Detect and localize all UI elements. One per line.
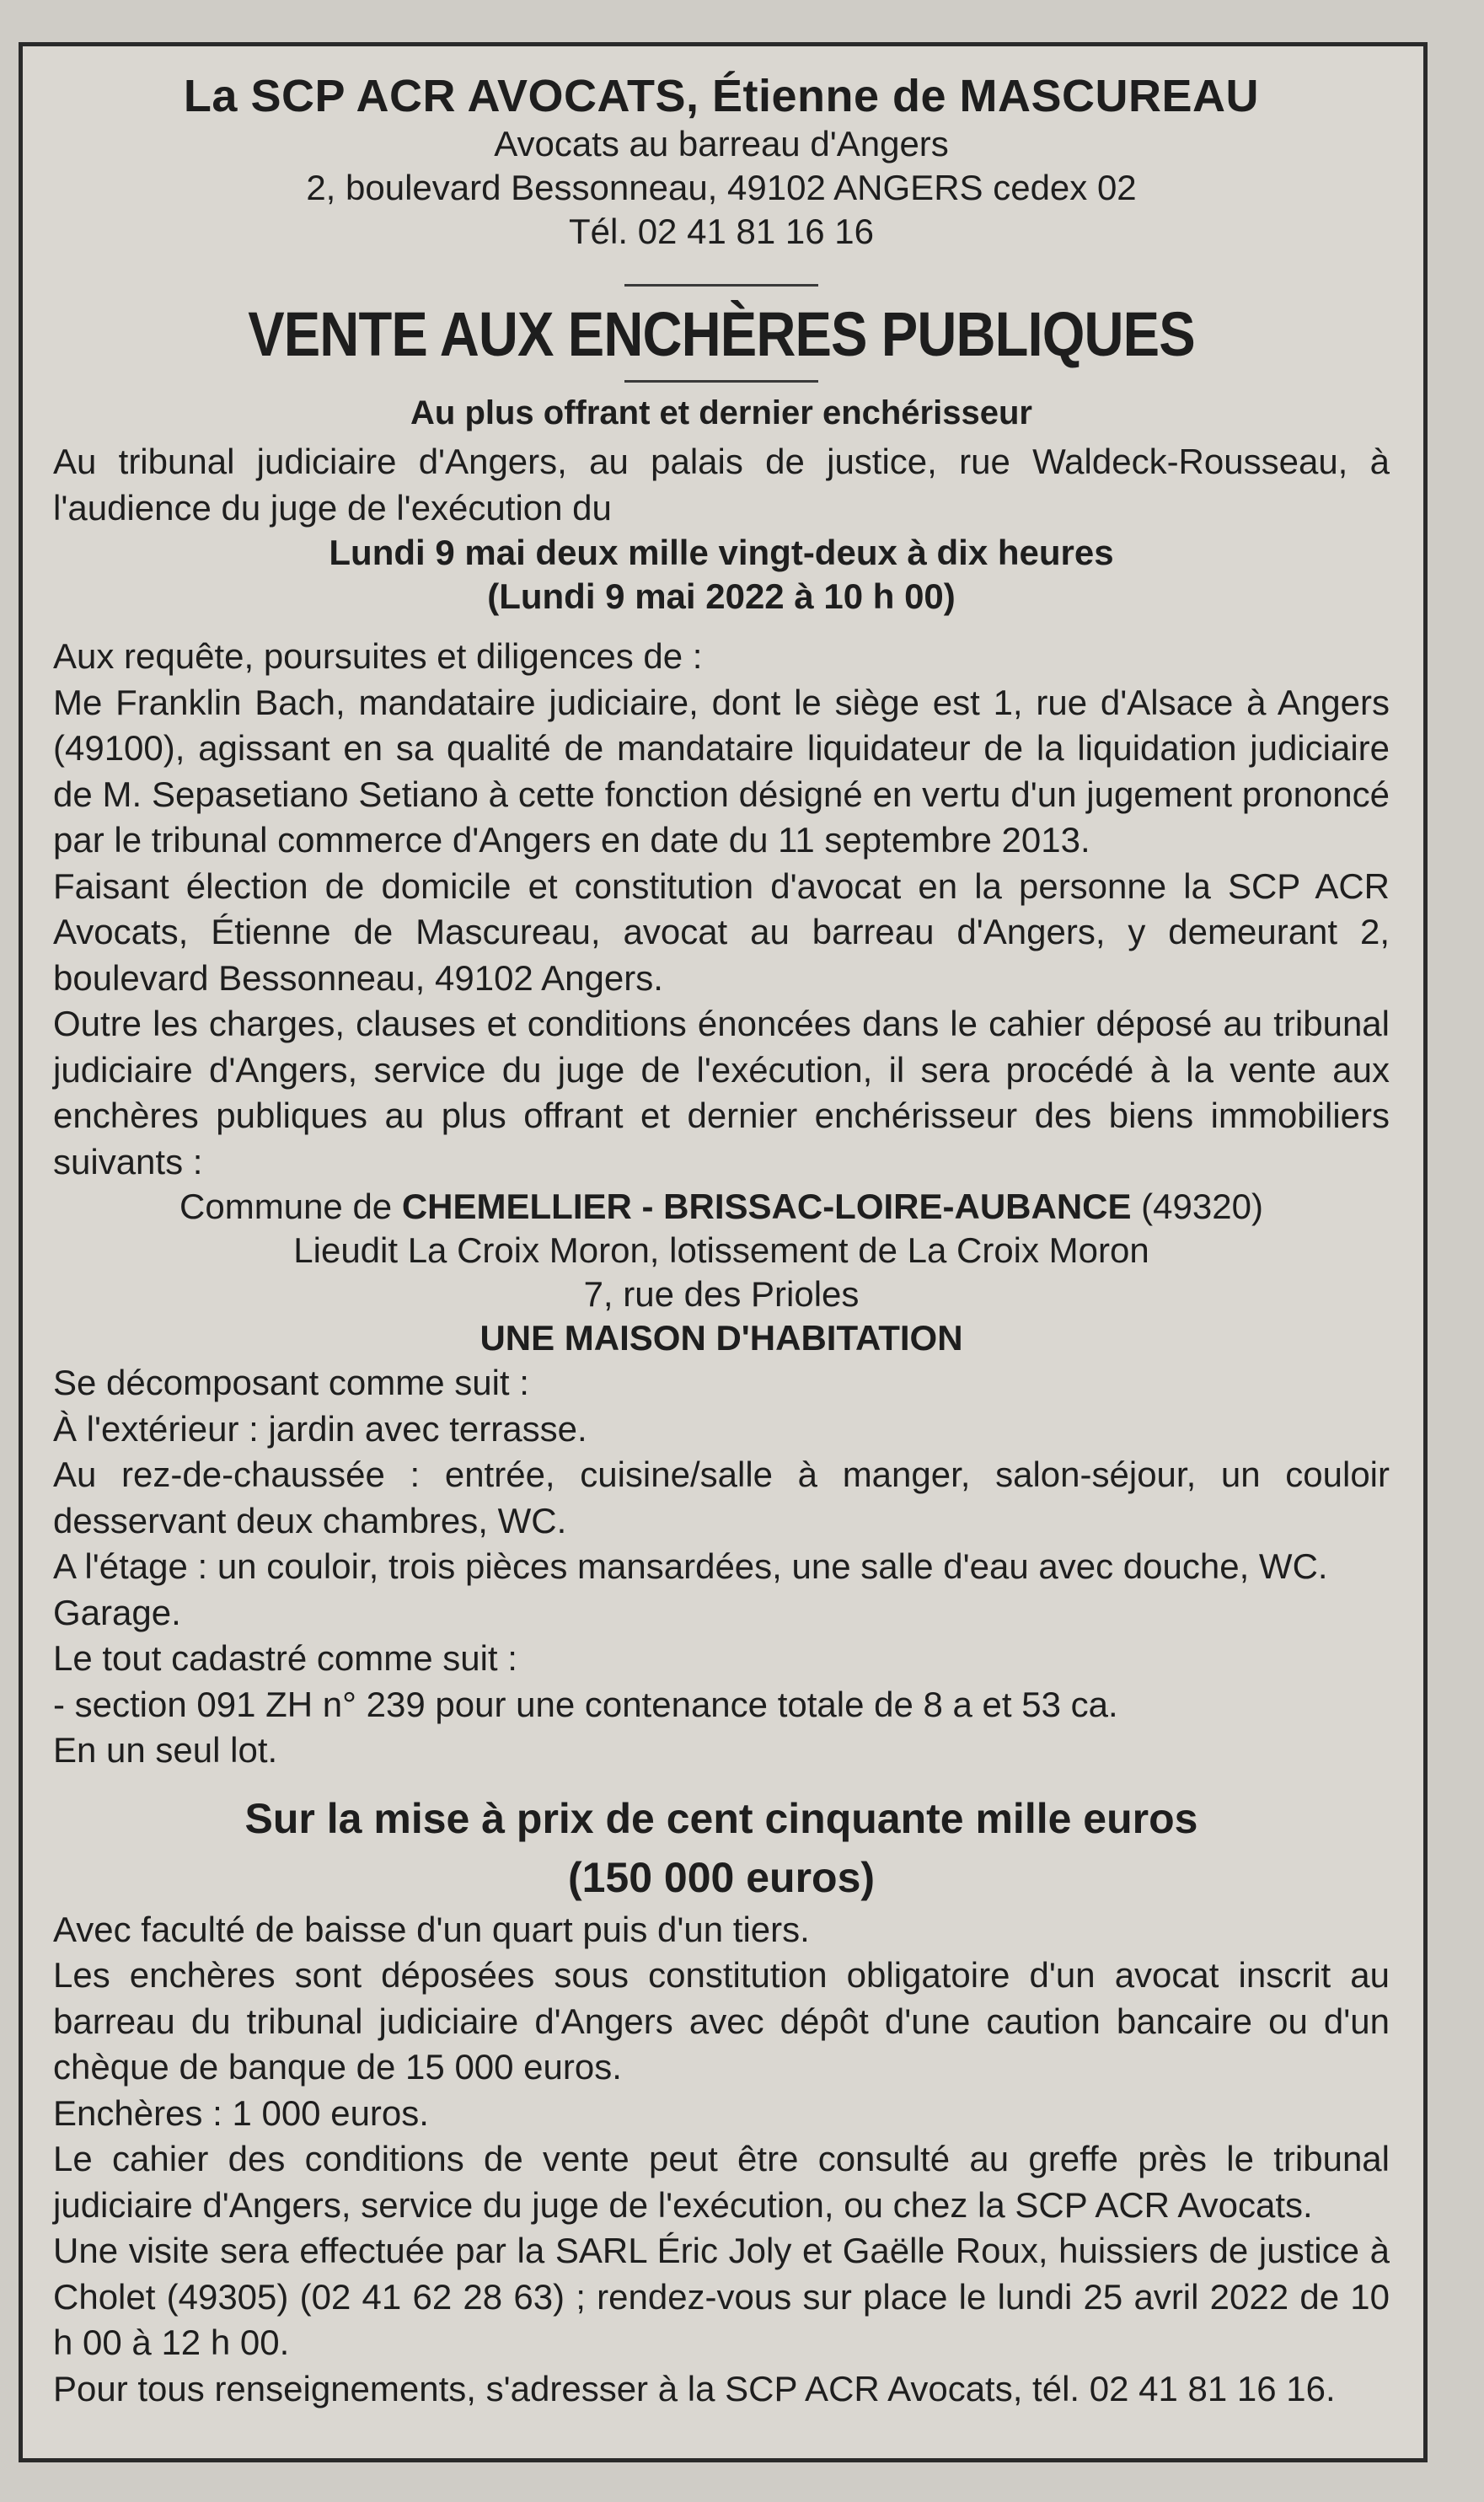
top-divider xyxy=(624,284,818,287)
property-lieudit: Lieudit La Croix Moron, lotissement de La Croix Moron xyxy=(293,1230,1149,1270)
hearing-date-words: Lundi 9 mai deux mille vingt-deux à dix heures xyxy=(329,533,1114,572)
property-type: UNE MAISON D'HABITATION xyxy=(479,1318,963,1358)
property-street: 7, rue des Prioles xyxy=(583,1274,860,1314)
hearing-date-digits: (Lundi 9 mai 2022 à 10 h 00) xyxy=(487,576,956,616)
description-line: - section 091 ZH n° 239 pour une contenance totale de 8 a et 53 ca. xyxy=(53,1684,1118,1724)
legal-notice xyxy=(19,42,1428,2462)
terms-line: Avec faculté de baisse d'un quart puis d'un tiers. xyxy=(53,1909,810,1949)
firm-address: 2, boulevard Bessonneau, 49102 ANGERS cedex 02 xyxy=(306,168,1137,207)
commune-name: CHEMELLIER - BRISSAC-LOIRE-AUBANCE xyxy=(401,1187,1132,1226)
description-line: Se décomposant comme suit : xyxy=(53,1363,529,1402)
hearing-intro: Au tribunal judiciaire d'Angers, au palais de justice, rue Waldeck-Rousseau, à l'audience du juge de l'exécution du xyxy=(53,442,1390,528)
firm-bar: Avocats au barreau d'Angers xyxy=(494,124,949,163)
description-line: Au rez-de-chaussée : entrée, cuisine/salle à manger, salon-séjour, un couloir desservant deux chambres, WC. xyxy=(53,1455,1390,1540)
bottom-divider xyxy=(624,380,818,383)
terms-line: Enchères : 1 000 euros. xyxy=(53,2092,429,2133)
parties-intro: Aux requête, poursuites et diligences de : xyxy=(53,636,703,676)
parties-liquidator: Me Franklin Bach, mandataire judiciaire, dont le siège est 1, rue d'Alsace à Angers (49100), agissant en sa qualité de mandataire liquidateur de la liquidation judiciaire de M. Sepasetiano Setiano à cette fonction désigné en vertu d'un jugement prononcé par le tribunal commerce d'Angers en date du 11 septembre 2013. xyxy=(53,682,1390,860)
description-line: En un seul lot. xyxy=(53,1730,278,1770)
property-commune: Commune de CHEMELLIER - BRISSAC-LOIRE-AUBANCE (49320) xyxy=(179,1187,1263,1226)
terms-line: Le cahier des conditions de vente peut être consulté au greffe près le tribunal judiciaire d'Angers, service du juge de l'exécution, ou chez la SCP ACR Avocats. xyxy=(53,2139,1390,2225)
description-line: Le tout cadastré comme suit : xyxy=(53,1638,517,1678)
description-line: A l'étage : un couloir, trois pièces mansardées, une salle d'eau avec douche, WC. xyxy=(53,1546,1328,1586)
reserve-price-words: Sur la mise à prix de cent cinquante mille euros xyxy=(244,1794,1198,1842)
description-line: À l'extérieur : jardin avec terrasse. xyxy=(53,1408,587,1449)
firm-phone: Tél. 02 41 81 16 16 xyxy=(569,212,874,251)
parties-counsel: Faisant élection de domicile et constitution d'avocat en la personne la SCP ACR Avocats, Étienne de Mascureau, avocat au barreau d'Angers, y demeurant 2, boulevard Bessonneau, 49102 Angers. xyxy=(53,865,1390,998)
notice-title: VENTE AUX ENCHÈRES PUBLIQUES xyxy=(248,299,1195,369)
terms-line: Les enchères sont déposées sous constitution obligatoire d'un avocat inscrit au barreau du tribunal judiciaire d'Angers avec dépôt d'une caution bancaire ou d'un chèque de banque de 15 000 euros. xyxy=(53,1955,1390,2087)
terms-line: Une visite sera effectuée par la SARL Éric Joly et Gaëlle Roux, huissiers de justice à Cholet (49305) (02 41 62 28 63) ; rendez-vous sur place le lundi 25 avril 2022 de 10 h 00 à 12 h 00. xyxy=(53,2231,1390,2362)
parties-conditions: Outre les charges, clauses et conditions énoncées dans le cahier déposé au tribunal judiciaire d'Angers, service du juge de l'exécution, il sera procédé à la vente aux enchères publiques au plus offrant et dernier enchérisseur des biens immobiliers suivants : xyxy=(53,1004,1390,1181)
description-line: Garage. xyxy=(53,1592,181,1632)
reserve-price-digits: (150 000 euros) xyxy=(567,1853,876,1901)
notice-tagline: Au plus offrant et dernier enchérisseur xyxy=(410,394,1032,431)
terms-line: Pour tous renseignements, s'adresser à la SCP ACR Avocats, tél. 02 41 81 16 16. xyxy=(53,2368,1336,2408)
firm-name: La SCP ACR AVOCATS, Étienne de MASCUREAU xyxy=(183,71,1260,121)
